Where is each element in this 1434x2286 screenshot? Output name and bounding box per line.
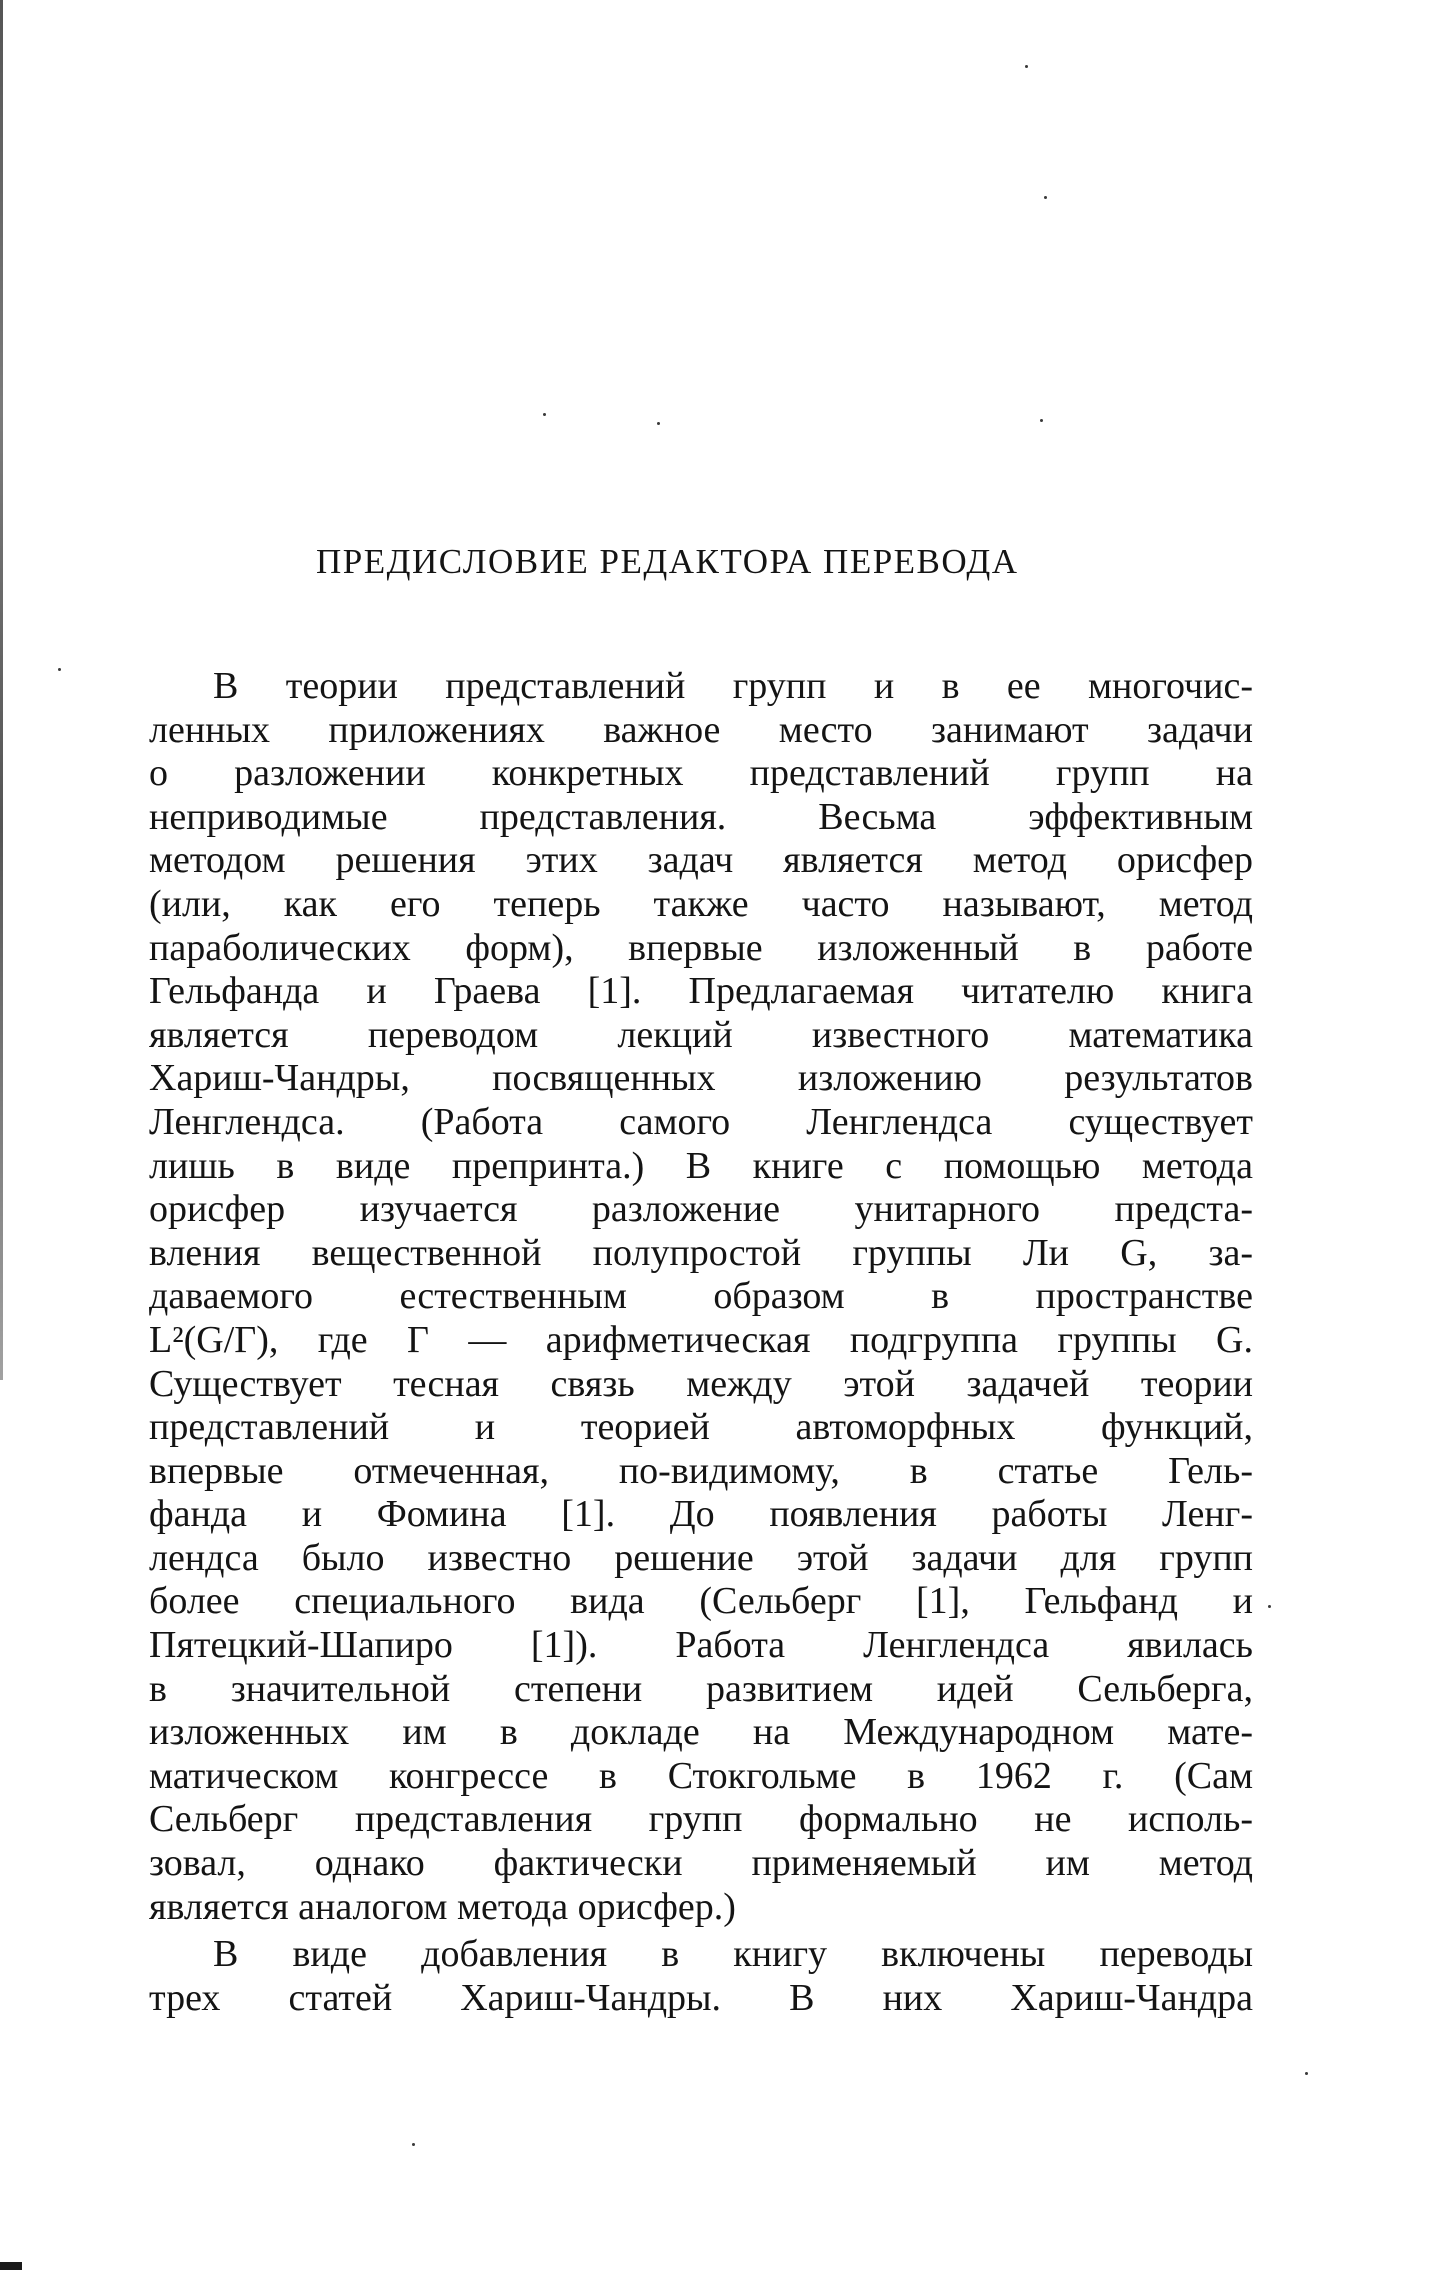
text-line: вления вещественной полупростой группы Ли G, за- bbox=[149, 1231, 1253, 1274]
preface-text bbox=[149, 665, 1253, 2020]
scan-speck bbox=[657, 422, 660, 425]
text-line: лишь в виде препринта.) В книге с помощью метода bbox=[149, 1144, 1253, 1187]
scan-speck bbox=[1040, 419, 1043, 422]
text-line: лендса было известно решение этой задачи для групп bbox=[149, 1536, 1253, 1579]
text-line: трех статей Хариш-Чандры. В них Хариш-Чандра bbox=[149, 1976, 1253, 2019]
scan-speck bbox=[543, 413, 546, 416]
text-line: зовал, однако фактически применяемый им метод bbox=[149, 1842, 1253, 1885]
text-line: неприводимые представления. Весьма эффективным bbox=[149, 795, 1253, 838]
page-left-edge-shadow bbox=[0, 0, 3, 1380]
paragraph bbox=[149, 1933, 1253, 2020]
scan-speck bbox=[412, 2143, 415, 2146]
paragraph bbox=[149, 665, 1253, 1929]
text-line: даваемого естественным образом в пространстве bbox=[149, 1275, 1253, 1318]
text-line: Пятецкий-Шапиро [1]). Работа Ленглендса явилась bbox=[149, 1624, 1253, 1667]
text-line: является аналогом метода орисфер.) bbox=[149, 1885, 736, 1928]
text-line: представлений и теорией автоморфных функций, bbox=[149, 1406, 1253, 1449]
text-line: параболических форм), впервые изложенный в работе bbox=[149, 926, 1253, 969]
text-line: методом решения этих задач является метод орисфер bbox=[149, 839, 1253, 882]
scan-speck bbox=[1025, 65, 1028, 68]
text-line: орисфер изучается разложение унитарного предста- bbox=[149, 1188, 1253, 1231]
scan-mark bbox=[0, 2262, 22, 2270]
text-line: Ленглендса. (Работа самого Ленглендса существует bbox=[149, 1100, 1253, 1143]
text-line: впервые отмеченная, по-видимому, в статье Гель- bbox=[149, 1449, 1253, 1492]
text-line: о разложении конкретных представлений групп на bbox=[149, 752, 1253, 795]
text-line: L²(G/Γ), где Γ — арифметическая подгруппа группы G. bbox=[149, 1318, 1253, 1361]
text-line: Гельфанда и Граева [1]. Предлагаемая читателю книга bbox=[149, 970, 1253, 1013]
text-line: Существует тесная связь между этой задачей теории bbox=[149, 1362, 1253, 1405]
text-line: Сельберг представления групп формально не исполь- bbox=[149, 1798, 1253, 1841]
text-line: В теории представлений групп и в ее многочис- bbox=[213, 665, 1253, 707]
text-line: в значительной степени развитием идей Сельберга, bbox=[149, 1667, 1253, 1710]
scan-speck bbox=[1044, 196, 1047, 199]
page-heading: ПРЕДИСЛОВИЕ РЕДАКТОРА ПЕРЕВОДА bbox=[316, 542, 1019, 581]
text-line: фанда и Фомина [1]. До появления работы Ленг- bbox=[149, 1493, 1253, 1536]
text-line: Хариш-Чандры, посвященных изложению результатов bbox=[149, 1057, 1253, 1100]
text-line: ленных приложениях важное место занимают задачи bbox=[149, 708, 1253, 751]
scan-speck bbox=[58, 668, 61, 671]
text-line: изложенных им в докладе на Международном мате- bbox=[149, 1711, 1253, 1754]
scan-speck bbox=[1268, 1605, 1271, 1608]
text-line: более специального вида (Сельберг [1], Гельфанд и bbox=[149, 1580, 1253, 1623]
text-line: матическом конгрессе в Стокгольме в 1962 г. (Сам bbox=[149, 1754, 1253, 1797]
text-line: В виде добавления в книгу включены переводы bbox=[213, 1933, 1253, 1976]
scan-speck bbox=[1305, 2072, 1308, 2075]
text-line: является переводом лекций известного математика bbox=[149, 1013, 1253, 1056]
text-line: (или, как его теперь также часто называют, метод bbox=[149, 882, 1253, 925]
